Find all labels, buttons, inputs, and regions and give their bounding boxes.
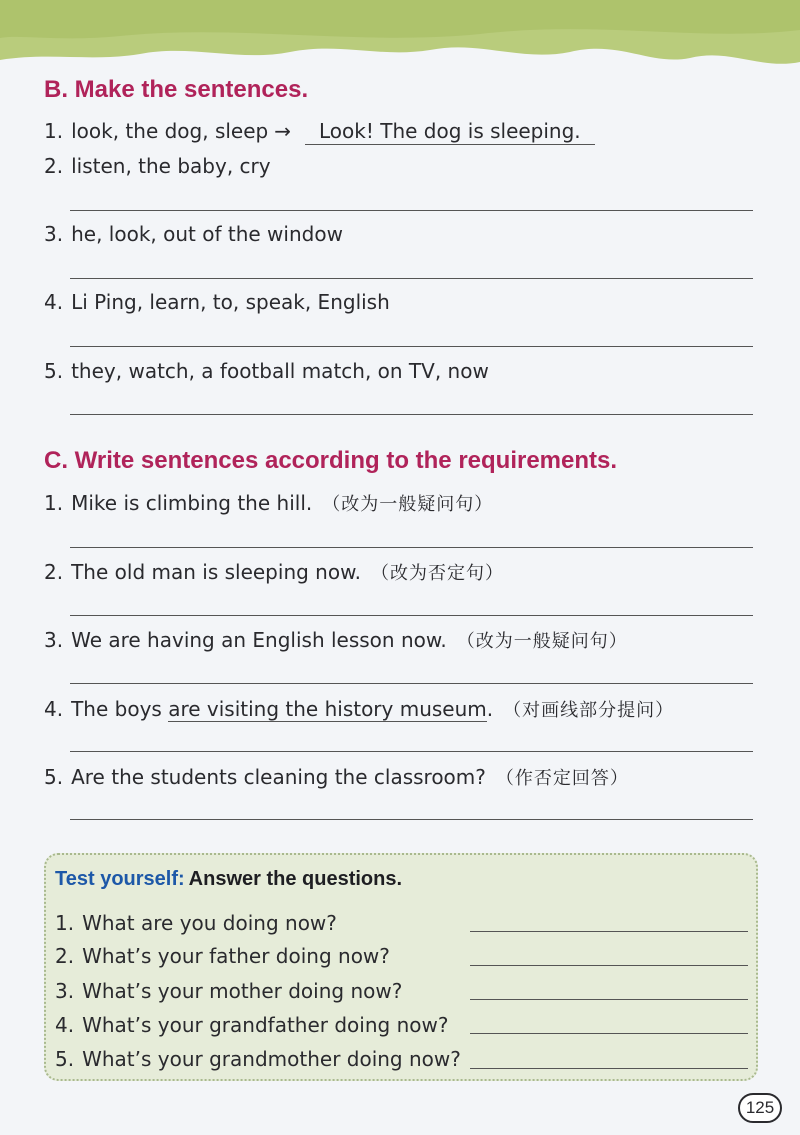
- section-c-item-1: [44, 490, 493, 518]
- section-c-item-3: [44, 627, 628, 655]
- item-number: 4.: [55, 1013, 75, 1037]
- answer-line[interactable]: [70, 819, 753, 820]
- test-yourself-title: [55, 868, 402, 891]
- answer-line[interactable]: [70, 414, 753, 415]
- item-number: 4.: [44, 697, 64, 721]
- instruction-note: （改为否定句）: [370, 563, 504, 584]
- item-number: 1.: [44, 119, 64, 143]
- item-number: 5.: [44, 765, 64, 789]
- section-b-title: B. Make the sentences.: [44, 76, 309, 103]
- answer-line[interactable]: [70, 346, 753, 347]
- underlined-phrase: are visiting the history museum: [168, 697, 487, 721]
- section-b-item-2: [44, 153, 271, 179]
- section-b-item-5: [44, 358, 489, 384]
- section-b-item-4: [44, 289, 390, 315]
- test-question-1: [55, 910, 337, 936]
- question-text: What’s your father doing now?: [82, 944, 390, 968]
- item-prompt: they, watch, a football match, on TV, now: [71, 359, 489, 383]
- question-text: What’s your mother doing now?: [82, 979, 403, 1003]
- question-text: What are you doing now?: [82, 911, 337, 935]
- test-question-3: [55, 978, 402, 1004]
- item-sentence-end: .: [486, 697, 494, 721]
- instruction-note: （作否定回答）: [495, 768, 629, 789]
- test-question-5: [55, 1046, 461, 1072]
- section-c-title: C. Write sentences according to the requirements.: [44, 447, 618, 474]
- answer-line[interactable]: [70, 278, 753, 279]
- item-prompt: listen, the baby, cry: [71, 154, 271, 178]
- sample-answer: Look! The dog is sleeping.: [305, 118, 595, 145]
- section-b-item-3: [44, 221, 343, 247]
- item-sentence: Mike is climbing the hill.: [71, 491, 313, 515]
- answer-line[interactable]: [470, 999, 748, 1000]
- item-number: 1.: [44, 491, 64, 515]
- section-c-item-4: [44, 696, 674, 724]
- instruction-note: （对画线部分提问）: [503, 700, 675, 721]
- test-yourself-lead: Test yourself:: [55, 868, 185, 890]
- item-number: 2.: [44, 560, 64, 584]
- item-number: 3.: [44, 222, 64, 246]
- item-sentence: The old man is sleeping now.: [71, 560, 361, 584]
- section-b-item-1: [44, 118, 595, 145]
- answer-line[interactable]: [70, 547, 753, 548]
- item-number: 5.: [44, 359, 64, 383]
- item-prompt: look, the dog, sleep: [71, 119, 269, 143]
- item-number: 2.: [44, 154, 64, 178]
- answer-line[interactable]: [470, 931, 748, 932]
- answer-line[interactable]: [470, 1033, 748, 1034]
- item-prompt: he, look, out of the window: [71, 222, 343, 246]
- item-prompt: Li Ping, learn, to, speak, English: [71, 290, 390, 314]
- question-text: What’s your grandfather doing now?: [82, 1013, 449, 1037]
- item-number: 1.: [55, 911, 75, 935]
- instruction-note: （改为一般疑问句）: [322, 494, 494, 515]
- instruction-note: （改为一般疑问句）: [456, 631, 628, 652]
- answer-line[interactable]: [470, 1068, 748, 1069]
- item-sentence-start: The boys: [71, 697, 169, 721]
- item-sentence: Are the students cleaning the classroom?: [71, 765, 486, 789]
- arrow-right-icon: →: [274, 119, 291, 143]
- item-sentence: We are having an English lesson now.: [71, 628, 447, 652]
- answer-line[interactable]: [70, 210, 753, 211]
- header-decoration: [0, 0, 800, 80]
- test-yourself-heading: Answer the questions.: [188, 868, 403, 890]
- answer-line[interactable]: [70, 683, 753, 684]
- item-number: 4.: [44, 290, 64, 314]
- section-c-item-5: [44, 764, 629, 792]
- item-number: 5.: [55, 1047, 75, 1071]
- answer-line[interactable]: [70, 615, 753, 616]
- item-number: 3.: [55, 979, 75, 1003]
- test-question-4: [55, 1012, 448, 1038]
- item-number: 2.: [55, 944, 75, 968]
- item-number: 3.: [44, 628, 64, 652]
- page-number: 125: [738, 1093, 782, 1123]
- test-question-2: [55, 943, 390, 969]
- section-c-item-2: [44, 559, 504, 587]
- question-text: What’s your grandmother doing now?: [82, 1047, 461, 1071]
- answer-line[interactable]: [470, 965, 748, 966]
- answer-line[interactable]: [70, 751, 753, 752]
